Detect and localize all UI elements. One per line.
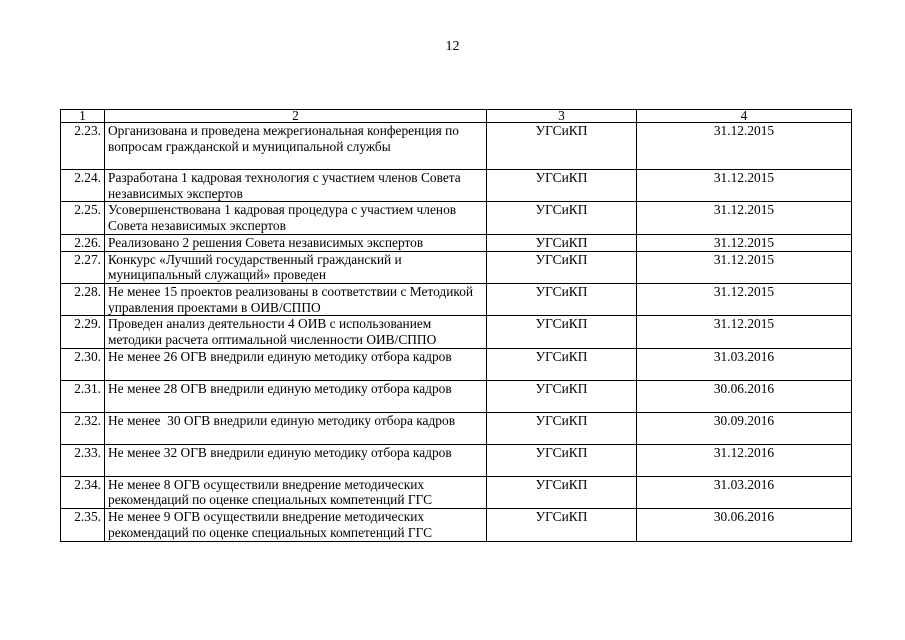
row-result: Организована и проведена межрегиональная конференция по вопросам гражданской и муниципальной службы [105,123,487,170]
row-executor: УГСиКП [487,283,637,315]
row-number: 2.34. [61,476,105,508]
row-executor: УГСиКП [487,234,637,251]
row-result: Не менее 32 ОГВ внедрили единую методику отбора кадров [105,444,487,476]
row-result: Не менее 9 ОГВ осуществили внедрение методических рекомендаций по оценке специальных компетенций ГГС [105,509,487,541]
table-row [61,348,852,380]
table-row [61,202,852,234]
row-result: Усовершенствована 1 кадровая процедура с участием членов Совета независимых экспертов [105,202,487,234]
row-deadline: 31.12.2015 [637,316,852,348]
row-number: 2.33. [61,444,105,476]
row-number: 2.29. [61,316,105,348]
row-executor: УГСиКП [487,202,637,234]
row-deadline: 31.12.2015 [637,123,852,170]
row-result: Не менее 15 проектов реализованы в соответствии с Методикой управления проектами в ОИВ/СППО [105,283,487,315]
row-executor: УГСиКП [487,476,637,508]
row-number: 2.24. [61,170,105,202]
row-executor: УГСиКП [487,509,637,541]
row-deadline: 31.12.2015 [637,202,852,234]
row-number: 2.31. [61,380,105,412]
header-cell-3: 3 [487,110,637,123]
header-cell-1: 1 [61,110,105,123]
plan-table [60,109,852,542]
table-header-row [61,110,852,123]
row-result: Проведен анализ деятельности 4 ОИВ с использованием методики расчета оптимальной численности ОИВ/СППО [105,316,487,348]
row-deadline: 31.03.2016 [637,348,852,380]
row-number: 2.26. [61,234,105,251]
row-number: 2.27. [61,251,105,283]
row-number: 2.28. [61,283,105,315]
row-number: 2.30. [61,348,105,380]
page-number: 12 [445,39,460,54]
row-deadline: 31.12.2015 [637,251,852,283]
row-executor: УГСиКП [487,412,637,444]
row-executor: УГСиКП [487,251,637,283]
header-cell-4: 4 [637,110,852,123]
table-row [61,316,852,348]
row-deadline: 30.06.2016 [637,380,852,412]
row-result: Разработана 1 кадровая технология с участием членов Совета независимых экспертов [105,170,487,202]
row-deadline: 31.12.2015 [637,283,852,315]
row-number: 2.32. [61,412,105,444]
row-deadline: 31.12.2015 [637,170,852,202]
row-executor: УГСиКП [487,380,637,412]
row-deadline: 30.06.2016 [637,509,852,541]
row-deadline: 31.03.2016 [637,476,852,508]
row-executor: УГСиКП [487,170,637,202]
row-result: Реализовано 2 решения Совета независимых экспертов [105,234,487,251]
row-number: 2.25. [61,202,105,234]
row-result: Не менее 28 ОГВ внедрили единую методику отбора кадров [105,380,487,412]
row-executor: УГСиКП [487,123,637,170]
row-number: 2.23. [61,123,105,170]
row-deadline: 30.09.2016 [637,412,852,444]
table-row [61,444,852,476]
row-result: Конкурс «Лучший государственный гражданский и муниципальный служащий» проведен [105,251,487,283]
header-cell-2: 2 [105,110,487,123]
table-row [61,476,852,508]
table-row [61,380,852,412]
row-result: Не менее 26 ОГВ внедрили единую методику отбора кадров [105,348,487,380]
row-executor: УГСиКП [487,348,637,380]
row-result: Не менее 30 ОГВ внедрили единую методику отбора кадров [105,412,487,444]
table-row [61,234,852,251]
row-deadline: 31.12.2015 [637,234,852,251]
row-executor: УГСиКП [487,444,637,476]
table-row [61,251,852,283]
row-number: 2.35. [61,509,105,541]
row-executor: УГСиКП [487,316,637,348]
table-row [61,509,852,541]
table-row [61,123,852,170]
row-result: Не менее 8 ОГВ осуществили внедрение методических рекомендаций по оценке специальных компетенций ГГС [105,476,487,508]
table-row [61,170,852,202]
row-deadline: 31.12.2016 [637,444,852,476]
table-row [61,412,852,444]
table-row [61,283,852,315]
